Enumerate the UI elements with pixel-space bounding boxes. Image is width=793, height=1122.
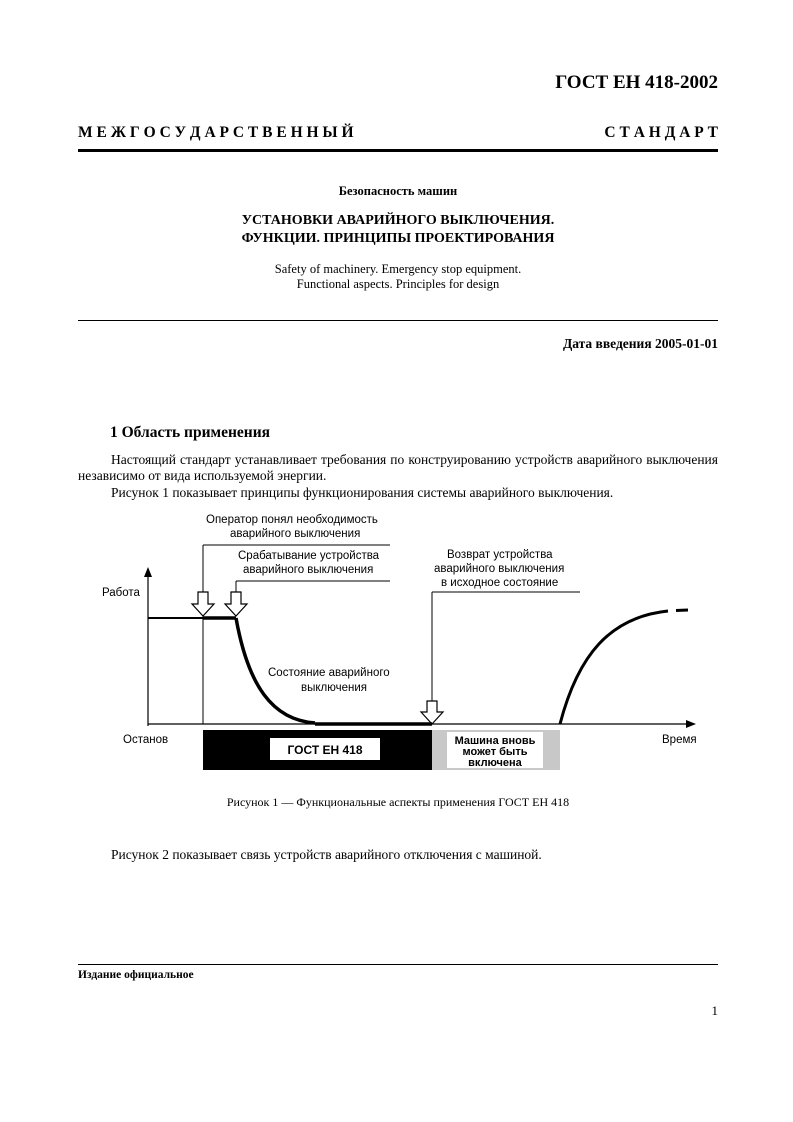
restart-label-line-3: включена [468,757,522,769]
y-axis-label: Работа [102,587,140,599]
gost-bar-label: ГОСТ ЕН 418 [287,743,363,757]
restart-curve [560,611,668,724]
title-line-2: ФУНКЦИИ. ПРИНЦИПЫ ПРОЕКТИРОВАНИЯ [241,231,555,246]
state-label-line-1: Состояние аварийного [268,667,390,679]
figure-1-caption: Рисунок 1 — Функциональные аспекты применения ГОСТ ЕН 418 [226,795,570,809]
restart-dash [676,610,688,611]
trigger-down-arrow-icon [225,592,247,616]
figure-1-diagram [90,505,710,780]
paragraph-figure1-ref: Рисунок 1 показывает принципы функционирования системы аварийного выключения. [111,485,614,500]
operator-label-line-1: Оператор понял необходимость [206,514,378,526]
english-title [78,262,718,292]
restart-label-line-2: может быть [462,746,528,758]
restart-label-line-1: Машина вновь [454,735,536,747]
document-title [78,212,718,248]
banner-word-standard: С Т А Н Д А Р Т [604,124,718,141]
top-rule [78,149,718,152]
trigger-label-line-2: аварийного выключения [243,564,374,576]
paragraph-figure2-ref: Рисунок 2 показывает связь устройств аварийного отключения с машиной. [111,847,542,862]
section-body [78,452,718,501]
paragraph-figure2-ref-container [78,847,718,863]
y-axis-arrow-icon [144,567,152,577]
x-axis-label: Время [662,734,697,746]
interstate-standard-banner [78,124,718,142]
operator-label-line-2: аварийного выключения [230,528,361,540]
origin-label: Останов [123,734,169,746]
page-number: 1 [711,1003,718,1018]
return-down-arrow-icon [421,701,443,724]
x-axis-arrow-icon [686,720,696,728]
title-line-1: УСТАНОВКИ АВАРИЙНОГО ВЫКЛЮЧЕНИЯ. [241,213,555,228]
title-rule [78,320,718,321]
trigger-label-line-1: Срабатывание устройства [238,550,380,562]
return-label-line-2: аварийного выключения [434,563,565,575]
paragraph-scope: Настоящий стандарт устанавливает требования по конструированию устройств аварийного выключения независимо от вида используемой энергии. [78,452,718,483]
edition-note: Издание официальное [78,969,194,981]
banner-word-interstate: М Е Ж Г О С У Д А Р С Т В Е Н Н Ы Й [78,124,354,141]
subtitle: Безопасность машин [338,184,458,198]
return-label-line-3: в исходное состояние [441,577,559,589]
standard-number: ГОСТ ЕН 418-2002 [555,72,718,93]
operator-down-arrow-icon [192,592,214,616]
state-label-line-2: выключения [301,682,368,694]
effective-date: Дата введения 2005-01-01 [562,336,718,351]
return-label-line-1: Возврат устройства [447,549,553,561]
english-title-line-2: Functional aspects. Principles for design [296,277,500,291]
english-title-line-1: Safety of machinery. Emergency stop equipment. [274,262,522,276]
footer-rule [78,964,718,965]
section-heading: 1 Область применения [110,424,271,441]
